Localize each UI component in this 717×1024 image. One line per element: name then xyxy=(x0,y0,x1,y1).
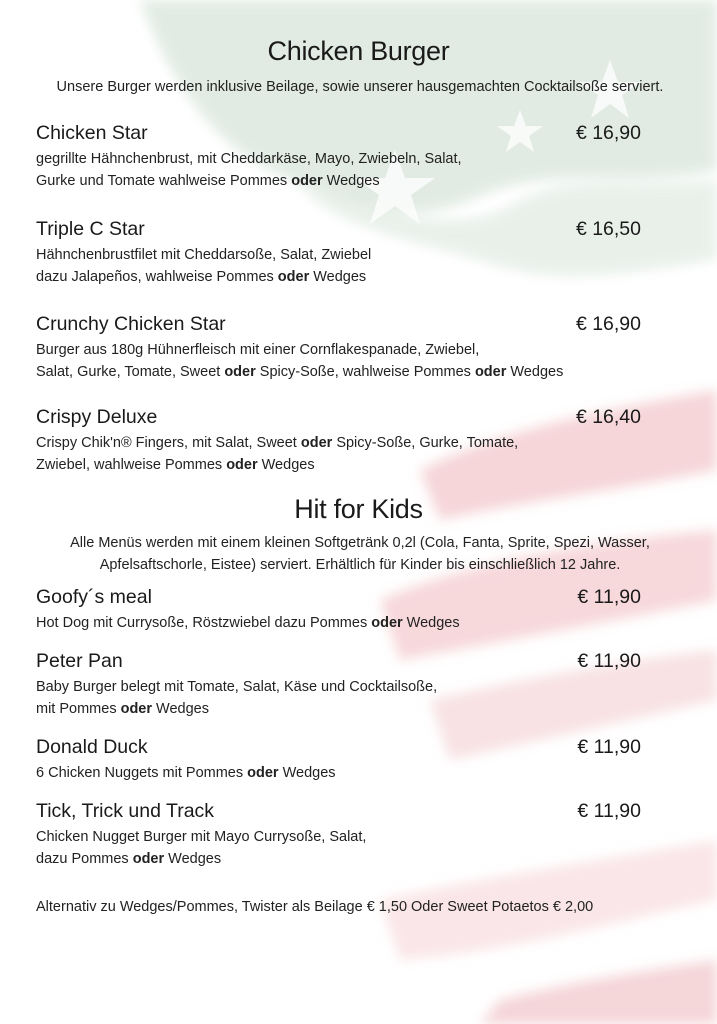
choice-word: oder xyxy=(300,435,333,451)
menu-item-price: € 16,90 xyxy=(575,313,641,335)
section-title-chicken-burger: Chicken Burger xyxy=(267,36,450,66)
menu-item-name: Goofy´s meal xyxy=(36,586,152,608)
description-line xyxy=(36,361,616,383)
description-text: Wedges xyxy=(322,173,380,189)
menu-item-price: € 11,90 xyxy=(577,650,641,672)
section-intro-hit-for-kids: Alle Menüs werden mit einem kleinen Softgetränk 0,2l (Cola, Fanta, Sprite, Spezi, Wasser, Apfelsaftschorle, Eistee) serviert. Erhältlich für Kinder bis einschließlich 12 Jahre. xyxy=(70,535,650,573)
menu-item-price: € 16,90 xyxy=(575,122,641,144)
description-text: Spicy-Soße, wahlweise Pommes xyxy=(255,364,475,380)
choice-word: oder xyxy=(120,701,153,717)
choice-word: oder xyxy=(224,364,256,380)
description-line xyxy=(36,170,616,192)
menu-item-description xyxy=(36,148,616,192)
description-text: Baby Burger belegt mit Tomate, Salat, Käse und Cocktailsoße, xyxy=(36,679,438,695)
menu-item xyxy=(36,584,641,634)
menu-item-description xyxy=(36,339,616,383)
description-text: Gurke und Tomate wahlweise Pommes xyxy=(36,173,292,189)
description-text: gegrillte Hähnchenbrust, mit Cheddarkäse, Mayo, Zwiebeln, Salat, xyxy=(36,151,462,167)
description-text: Zwiebel, wahlweise Pommes xyxy=(36,457,227,473)
description-line xyxy=(36,848,616,870)
menu-item-price: € 16,40 xyxy=(575,406,641,428)
description-text: Burger aus 180g Hühnerfleisch mit einer Cornflakespanade, Zwiebel, xyxy=(36,342,480,358)
menu-item-description xyxy=(36,676,616,720)
menu-item-name: Tick, Trick und Track xyxy=(36,800,215,822)
description-text: dazu Pommes xyxy=(36,851,133,867)
menu-item xyxy=(36,798,641,870)
menu-item xyxy=(36,404,641,476)
description-line xyxy=(36,339,616,361)
description-text: Spicy-Soße, Gurke, Tomate, xyxy=(332,435,519,451)
choice-word: oder xyxy=(226,457,258,473)
description-line xyxy=(36,826,616,848)
choice-word: oder xyxy=(132,851,165,867)
menu-item-price: € 11,90 xyxy=(577,800,641,822)
description-text: Wedges xyxy=(164,851,222,867)
menu-item-description xyxy=(36,826,616,870)
description-text: Hot Dog mit Currysoße, Röstzwiebel dazu Pommes xyxy=(36,615,372,631)
menu-item xyxy=(36,311,641,383)
description-line xyxy=(36,698,616,720)
description-line xyxy=(36,266,616,288)
menu-item xyxy=(36,120,641,192)
menu-item-description xyxy=(36,762,616,784)
menu-item-name: Triple C Star xyxy=(36,218,145,240)
description-text: Salat, Gurke, Tomate, Sweet xyxy=(36,364,225,380)
side-dish-note: Alternativ zu Wedges/Pommes, Twister als Beilage € 1,50 Oder Sweet Potaetos € 2,00 xyxy=(36,899,594,915)
section-intro-chicken-burger: Unsere Burger werden inklusive Beilage, sowie unserer hausgemachten Cocktailsoße serviert. xyxy=(56,79,664,95)
menu-item xyxy=(36,648,641,720)
menu-item-description xyxy=(36,432,616,476)
choice-word: oder xyxy=(277,269,310,285)
description-line xyxy=(36,148,616,170)
description-text: Hähnchenbrustfilet mit Cheddarsoße, Salat, Zwiebel xyxy=(36,247,372,263)
menu-item-name: Crunchy Chicken Star xyxy=(36,313,226,335)
menu-item-name: Peter Pan xyxy=(36,650,123,672)
menu-item-name: Donald Duck xyxy=(36,736,148,758)
section-title-hit-for-kids: Hit for Kids xyxy=(294,494,423,524)
description-text: Wedges xyxy=(506,364,564,380)
description-text: dazu Jalapeños, wahlweise Pommes xyxy=(36,269,278,285)
description-text: Wedges xyxy=(309,269,367,285)
description-line xyxy=(36,612,616,634)
menu-item-description xyxy=(36,612,616,634)
menu-item xyxy=(36,216,641,288)
menu-item-description xyxy=(36,244,616,288)
description-text: 6 Chicken Nuggets mit Pommes xyxy=(36,765,248,781)
description-line xyxy=(36,432,616,454)
description-text: mit Pommes xyxy=(36,701,121,717)
choice-word: oder xyxy=(371,615,403,631)
description-line xyxy=(36,454,616,476)
description-text: Chicken Nugget Burger mit Mayo Currysoße, Salat, xyxy=(36,829,367,845)
description-text: Wedges xyxy=(152,701,209,717)
description-line xyxy=(36,676,616,698)
description-text: Crispy Chik'n® Fingers, mit Salat, Sweet xyxy=(36,435,301,451)
description-line xyxy=(36,244,616,266)
menu-item-name: Chicken Star xyxy=(36,122,148,144)
choice-word: oder xyxy=(291,173,323,189)
menu-item-price: € 11,90 xyxy=(577,736,641,758)
description-text: Wedges xyxy=(278,765,336,781)
choice-word: oder xyxy=(474,364,507,380)
menu-item-price: € 16,50 xyxy=(575,218,641,240)
menu-item-name: Crispy Deluxe xyxy=(36,406,158,428)
description-text: Wedges xyxy=(402,615,460,631)
description-text: Wedges xyxy=(257,457,315,473)
choice-word: oder xyxy=(247,765,279,781)
menu-item-price: € 11,90 xyxy=(577,586,641,608)
description-line xyxy=(36,762,616,784)
menu-item xyxy=(36,734,641,784)
